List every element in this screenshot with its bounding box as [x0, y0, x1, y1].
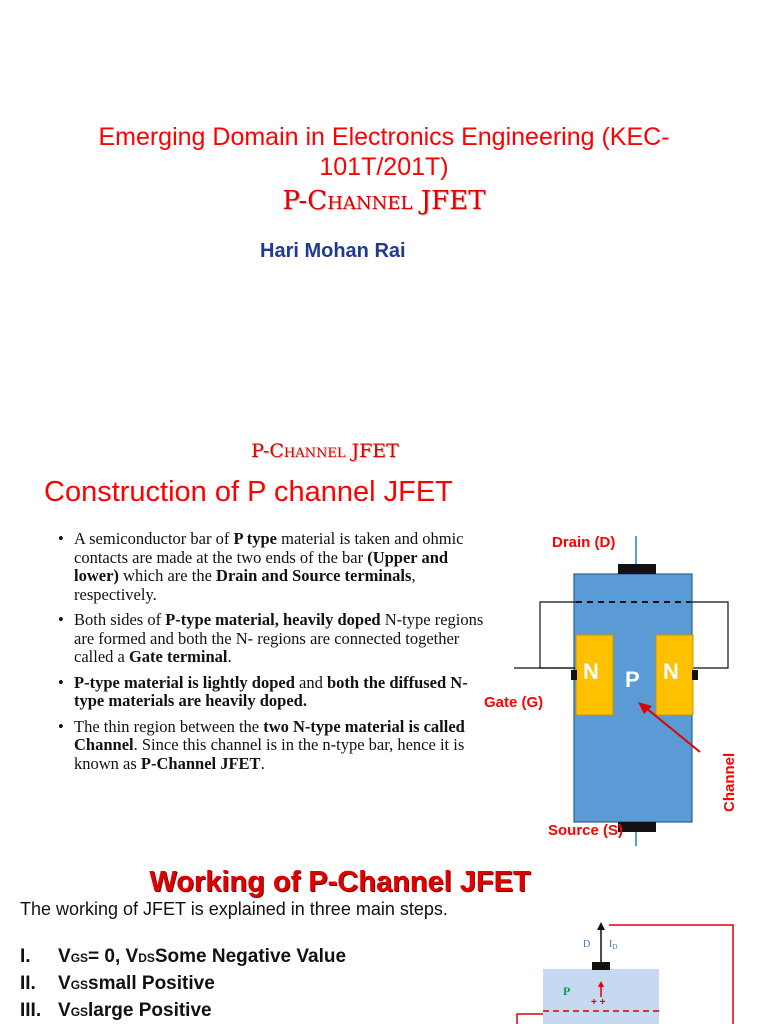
- source-label: Source (S): [548, 822, 624, 839]
- slide-title: P-Channel JFET: [282, 186, 486, 216]
- section-title: P-Channel JFET: [251, 440, 399, 462]
- step-item: I. V GS = 0, V DS Some Negative Value: [20, 946, 347, 967]
- working-intro: The working of JFET is explained in three main steps.: [20, 899, 448, 919]
- p-label: P: [563, 984, 571, 998]
- gate-wire-right: [690, 602, 728, 668]
- course-title-line1: Emerging Domain in Electronics Engineering (KEC-: [98, 123, 670, 151]
- working-steps: [20, 946, 346, 1024]
- gate-wire-left: [540, 602, 576, 668]
- p-label: P: [625, 667, 640, 692]
- bullet-item: • A semiconductor bar of P type material is taken and ohmic contacts are made at the two ends of the bar (Upper and lower) which are the Drain and Source terminals, respectively.: [58, 530, 496, 604]
- course-title: [60, 122, 708, 182]
- drain-contact: [618, 564, 656, 574]
- source-contact: [618, 822, 656, 832]
- n-right-label: N: [663, 659, 679, 684]
- title-slide: [0, 0, 768, 432]
- bullet-item: • Both sides of P-type material, heavily doped N-type regions are formed and both the N- regions are connected together called a Gate terminal.: [58, 611, 496, 667]
- plus-label: + +: [591, 997, 606, 1008]
- course-title-line2: 101T/201T): [319, 153, 449, 181]
- id-label: $I_D$: [609, 939, 618, 951]
- gate-contact-right: [692, 670, 698, 680]
- working-slide: [0, 864, 768, 1024]
- n-left-label: N: [583, 659, 599, 684]
- working-title: Working of P-Channel JFET: [149, 866, 531, 898]
- channel-label: Channel: [721, 752, 738, 812]
- construction-slide: [0, 432, 768, 864]
- gate-contact-left: [571, 670, 577, 680]
- drain-label: Drain (D): [552, 534, 616, 551]
- step-item: II. V GS small Positive: [20, 973, 215, 994]
- step-item: III. V GS large Positive: [20, 1000, 212, 1021]
- jfet-working-diagram: [505, 919, 745, 1024]
- bullet-item: • The thin region between the two N-type material is called Channel. Since this channel is in the n-type bar, hence it is known as P-Channel JFET.: [58, 718, 496, 774]
- author-name: Hari Mohan Rai: [260, 240, 406, 262]
- gate-wire: [517, 1014, 543, 1024]
- gate-label: Gate (G): [484, 694, 544, 711]
- bullet-item: • P-type material is lightly doped and both the diffused N-type materials are heavily doped.: [58, 674, 496, 711]
- p-channel-jfet-diagram: [478, 528, 763, 850]
- current-arrow: [597, 922, 605, 930]
- construction-bullets: [58, 530, 496, 780]
- construction-heading: Construction of P channel JFET: [44, 476, 453, 508]
- drain-contact: [592, 962, 610, 970]
- d-label: D: [583, 939, 591, 950]
